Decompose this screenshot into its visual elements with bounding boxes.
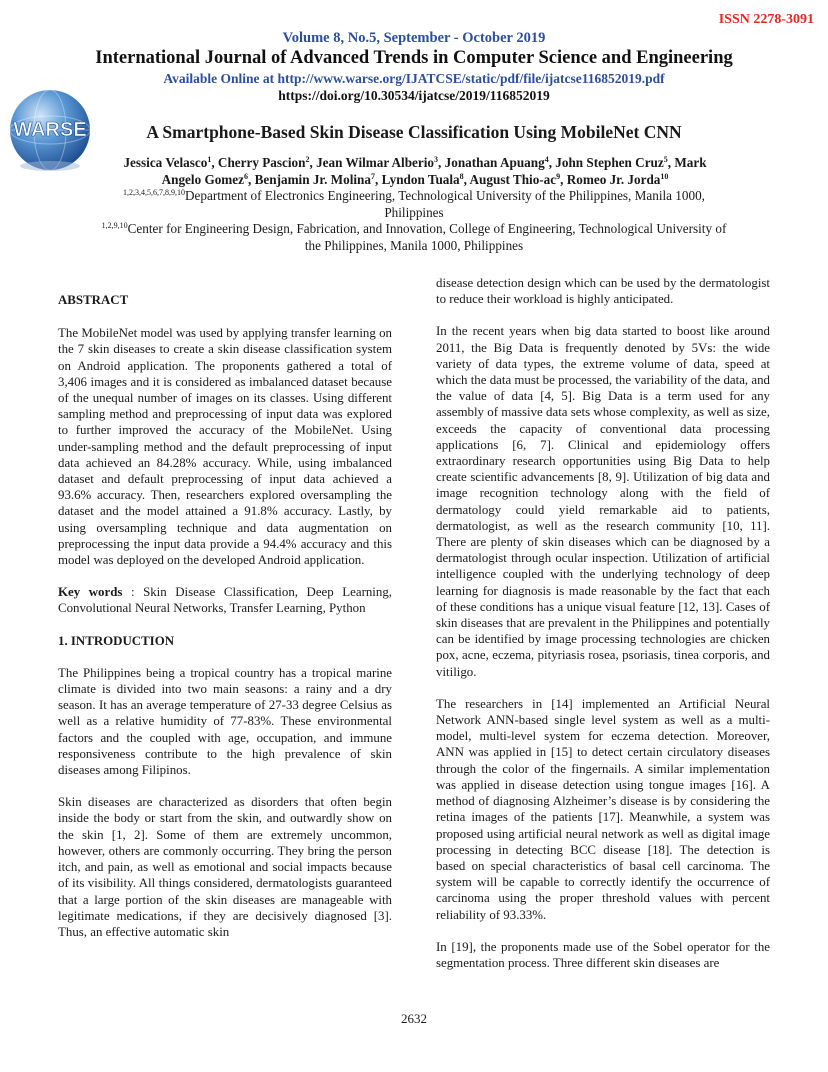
page-number: 2632 — [401, 1011, 427, 1026]
left-column — [58, 292, 392, 956]
journal-masthead — [0, 30, 828, 104]
volume-info: Volume 8, No.5, September - October 2019 — [282, 30, 546, 46]
author-name: Mark Angelo Gomez — [161, 155, 707, 187]
affiliation-2-text: Center for Engineering Design, Fabrication, and Innovation, College of Engineering, Technological University of the Philippines, Manila 1000, Philippines — [127, 221, 727, 253]
author-name: Jonathan Apuang — [444, 155, 545, 170]
affiliation-1-sup: 1,2,3,4,5,6,7,8,9,10 — [123, 188, 185, 197]
intro-paragraph-2: Skin diseases are characterized as disorders that often begin inside the body or start from the skin, and outwardly show on the skin [1, 2]. Some of them are extremely uncommon, however, others are commonly occurring. They bring the person itch, and pain, as well as emotional and social impacts because of its visibility. All things considered, dermatologists guaranteed that a large portion of the skin diseases are manageable with legitimate medications, if they are decisively diagnosed [3]. Thus, an effective automatic skin — [58, 795, 392, 939]
available-online-link[interactable]: Available Online at http://www.warse.org/IJATCSE/static/pdf/file/ijatcse116852019.pdf — [163, 71, 665, 86]
author-name: Benjamin Jr. Molina — [254, 171, 371, 187]
author-sup: 4 — [544, 155, 549, 164]
right-paragraph-2: In the recent years when big data started to boost like around 2011, the Big Data is frequently denoted by 5Vs: the wide variety of data types, the extreme volume of data, speed at which the data must be processed, the variability of the data, and the value of data [4, 5]. Big Data is a term used for any assembly of massive data sets whose complexity, as well as size, exceeds the capacity of conventional data processing applications [6, 7]. Clinical and epidemiology offers extraordinary research opportunities using Big Data to help create scientific advancements [8, 9]. Utilization of big data and image recognition technology along with the field of dermatology could yield remarkable aid to patients, dermatologist, as well as the research community [10, 11]. There are plenty of skin diseases which can be diagnosed by a dermatologist through ocular inspection. Utilization of artificial intelligence coupled with the underlying technology of deep learning for diagnosis is made reasonable by the fact that each of these conditions has a unique visual feature [12, 13]. Cases of skin diseases that are prevalent in the Philippines and potentially can be identified by image processing technologies are chicken pox, acne, eczema, pityriasis rosea, psoriasis, tinea corporis, and vitiligo. — [436, 324, 770, 679]
author-sup: 1 — [207, 155, 212, 164]
author-sup: 5 — [663, 155, 668, 164]
paper-title: A Smartphone-Based Skin Disease Classification Using MobileNet CNN — [146, 122, 682, 142]
right-paragraph-3: The researchers in [14] implemented an Artificial Neural Network ANN-based single level system as well as a multi-model, multi-level system for eczema detection. Moreover, ANN was applied in [15] to detect certain circulatory diseases through the color of the fingernails. A similar implementation was applied in disease detection using tongue images [16]. A method of diagnosing Alzheimer’s disease is by considering the retina images of the patients [17]. Meanwhile, a system was proposed using artificial neural network as well as digital image processing in detecting BCC disease [18]. The detection is based on special characteristics of basal cell carcinoma. The system will be capable to correctly identify the occurrence of carcinoma using the proper threshold values with percent reliability of 93.33%. — [436, 696, 770, 922]
right-column — [436, 275, 770, 987]
author-sup: 7 — [370, 171, 375, 181]
doi-link[interactable]: https://doi.org/10.30534/ijatcse/2019/116852019 — [278, 88, 550, 103]
author-sup: 10 — [660, 171, 669, 181]
keywords-label: Key words — [58, 585, 123, 600]
author-name: Jessica Velasco — [123, 155, 208, 170]
keywords-text: : Skin Disease Classification, Deep Learning, Convolutional Neural Networks, Transfer Learning, Python — [58, 585, 393, 616]
affiliation-1-text: Department of Electronics Engineering, Technological University of the Philippines, Manila 1000, Philippines — [185, 188, 705, 220]
author-name: Jean Wilmar Alberio — [316, 155, 435, 170]
affiliation-2-sup: 1,2,9,10 — [101, 221, 128, 230]
abstract-heading: ABSTRACT — [58, 293, 129, 307]
author-sup: 8 — [459, 171, 464, 181]
keywords-paragraph — [58, 584, 392, 616]
introduction-heading: 1. INTRODUCTION — [58, 633, 175, 648]
journal-title: International Journal of Advanced Trends in Computer Science and Engineering — [95, 48, 733, 68]
abstract-text: The MobileNet model was used by applying transfer learning on the 7 skin diseases to create a skin disease classification system on Android application. The proponents gathered a total of 3,406 images and it is considered as imbalanced dataset because of the unequal number of images on its classes. Using different sampling method and preprocessing of input data was explored to further improved the accuracy of the MobileNet. Using under-sampling method and the default preprocessing of input data achieved an 84.28% accuracy. While, using imbalanced dataset and default preprocessing of input data achieved a 93.6% accuracy. Then, researchers explored oversampling the dataset and the model attained a 91.8% accuracy. Lastly, by using oversampling technique and data augmentation on preprocessing the input data provide a 94.4% accuracy and this model was deployed on the developed Android application. — [58, 326, 392, 568]
author-name: Lyndon Tuala — [381, 171, 460, 187]
author-list: Jessica Velasco$^1$, Cherry Pascion$^2$, Jean Wilmar Alberio$^3$, Jonathan Apuang$^4$, John Stephen Cruz$^5$, Mark Angelo Gomez$^6$, Benjamin Jr. Molina$^7$, Lyndon Tuala$^8$, August Thio-$ac^9$, Romeo Jr. Jorda$^{10}$ — [123, 155, 707, 187]
right-paragraph-1: disease detection design which can be used by the dermatologist to reduce their workload is highly anticipated. — [436, 276, 770, 307]
author-sup: 6 — [244, 171, 248, 181]
author-name: John Stephen Cruz — [555, 155, 664, 170]
logo-text: WARSE — [13, 119, 87, 141]
author-sup: 9 — [556, 171, 561, 181]
intro-paragraph-1: The Philippines being a tropical country has a tropical marine climate is divided into two main seasons: a rainy and a dry season. It has an average temperature of 27-33 degree Celsius as well as a relative humidity of 77-83%. These environmental factors and the coupled with age, occupation, and immune responsiveness contribute to the high prevalence of skin diseases among Filipinos. — [58, 665, 392, 778]
author-sup: 3 — [434, 155, 439, 164]
right-paragraph-4: In [19], the proponents made use of the Sobel operator for the segmentation process. Three different skin diseases are — [436, 939, 770, 970]
affiliation-2 — [96, 221, 732, 254]
author-name: Romeo Jr. Jorda — [566, 171, 661, 187]
issn-label: ISSN 2278-3091 — [718, 12, 814, 27]
author-sup: 2 — [305, 155, 310, 164]
author-name: Cherry Pascion — [217, 155, 306, 170]
affiliation-1 — [96, 188, 732, 221]
author-name: August Thio-ac — [469, 171, 557, 187]
